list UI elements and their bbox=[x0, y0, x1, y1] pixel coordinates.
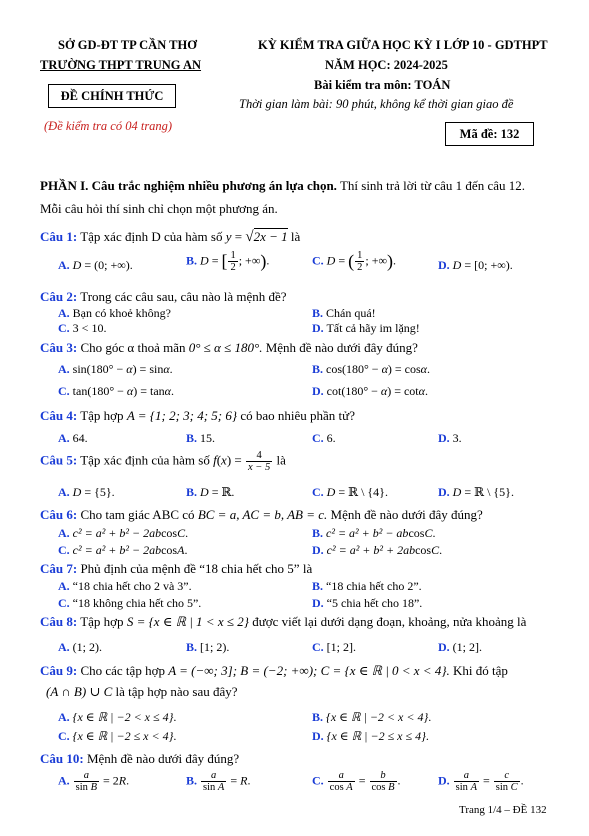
triangle-condition: BC = a, AC = b, AB = c. bbox=[197, 507, 328, 522]
page-footer: Trang 1/4 – ĐỀ 132 bbox=[459, 804, 547, 816]
q4-option-a[interactable]: A. 64. bbox=[58, 431, 88, 445]
question-text-2: được viết lại dưới dạng đoạn, khoảng, nửa khoảng là bbox=[252, 614, 527, 629]
q5-option-c[interactable]: C. D = ℝ \ {4}. bbox=[312, 485, 388, 499]
question-10 bbox=[40, 751, 239, 767]
question-4 bbox=[40, 408, 355, 424]
question-label: Câu 9: bbox=[40, 663, 78, 678]
q9-option-d[interactable]: D. {x ∈ ℝ | −2 ≤ x ≤ 4}. bbox=[312, 729, 429, 743]
question-2 bbox=[40, 289, 287, 305]
q6-option-c[interactable]: C. c² = a² + b² − 2abcosA. bbox=[58, 543, 188, 557]
question-7 bbox=[40, 561, 312, 577]
q6-option-b[interactable]: B. c² = a² + b² − abcosC. bbox=[312, 526, 436, 540]
question-label: Câu 3: bbox=[40, 340, 78, 355]
subject: Bài kiểm tra môn: TOÁN bbox=[314, 78, 451, 92]
question-text: Phủ định của mệnh đề “18 chia hết cho 5” là bbox=[80, 561, 313, 576]
q7-option-a[interactable]: A. “18 chia hết cho 2 và 3”. bbox=[58, 579, 192, 593]
q3-option-c[interactable]: C. tan(180° − α) = tanα. bbox=[58, 384, 174, 398]
q8-option-b[interactable]: B. [1; 2). bbox=[186, 640, 230, 654]
question-tail: là bbox=[290, 229, 301, 244]
q10-option-b[interactable]: B. $\frac{a}{\text{sin A}}$ = R. bbox=[186, 770, 251, 793]
question-label: Câu 8: bbox=[40, 614, 78, 629]
q3-option-b[interactable]: B. cos(180° − α) = cosα. bbox=[312, 362, 430, 376]
question-8: Câu 8: Tập hợp S = {x ∈ ℝ | 1 < x ≤ 2} được viết lại dưới dạng đoạn, khoảng, nửa khoảng là bbox=[40, 614, 527, 629]
q2-option-c[interactable]: C. 3 < 10. bbox=[58, 321, 107, 335]
q8-option-c[interactable]: C. [1; 2]. bbox=[312, 640, 356, 654]
question-9-line-2: (A ∩ B) ∪ C là tập hợp nào sau đây? bbox=[46, 684, 238, 699]
q9-option-c[interactable]: C. {x ∈ ℝ | −2 ≤ x < 4}. bbox=[58, 729, 177, 743]
question-text: Cho góc α thoả mãn bbox=[80, 340, 186, 355]
q7-option-c[interactable]: C. “18 không chia hết cho 5”. bbox=[58, 596, 202, 610]
question-1: Câu 1: Tập xác định D của hàm số y = √2x − 1 là bbox=[40, 229, 301, 245]
q4-option-d[interactable]: D. 3. bbox=[438, 431, 462, 445]
part1-instruction-2: Mỗi câu hỏi thí sinh chỉ chọn một phương án. bbox=[40, 201, 278, 216]
q10-option-d[interactable]: D. $\frac{a}{\text{sin A}}$ = $\frac{c}{\text{sin C}}$ . bbox=[438, 770, 524, 793]
official-badge: ĐỀ CHÍNH THỨC bbox=[48, 84, 176, 108]
q10-option-c[interactable]: C. $\frac{a}{\text{cos A}}$ = $\frac{b}{\text{cos B}}$ . bbox=[312, 770, 401, 793]
school-name: TRƯỜNG THPT TRUNG AN bbox=[40, 58, 202, 72]
q7-option-d[interactable]: D. “5 chia hết cho 18”. bbox=[312, 596, 423, 610]
q2-option-a[interactable]: A. Bạn có khoẻ không? bbox=[58, 306, 171, 320]
question-label: Câu 6: bbox=[40, 507, 78, 522]
q3-option-a[interactable]: A. sin(180° − α) = sinα. bbox=[58, 362, 173, 376]
q8-option-a[interactable]: A. (1; 2). bbox=[58, 640, 102, 654]
q4-option-b[interactable]: B. 15. bbox=[186, 431, 216, 445]
q10-option-a[interactable]: A. $\frac{a}{\text{sin B}}$ = 2R. bbox=[58, 770, 130, 793]
question-9: Câu 9: Cho các tập hợp A = (−∞; 3]; B = (−2; +∞); C = {x ∈ ℝ | 0 < x < 4}. Khi đó tập bbox=[40, 663, 508, 678]
question-label: Câu 4: bbox=[40, 408, 78, 423]
exam-code-badge: Mã đề: 132 bbox=[445, 122, 534, 146]
question-text: Mệnh đề nào dưới đây đúng? bbox=[86, 751, 240, 766]
q1-option-d[interactable]: D. D = [0; +∞). bbox=[438, 258, 513, 272]
q9-option-a[interactable]: A. {x ∈ ℝ | −2 < x ≤ 4}. bbox=[58, 710, 177, 724]
question-6 bbox=[40, 507, 483, 523]
question-text: Tập hợp bbox=[80, 408, 124, 423]
question-text: Trong các câu sau, câu nào là mệnh đề? bbox=[80, 289, 287, 304]
question-text: Tập hợp bbox=[80, 614, 124, 629]
question-text-2: Mệnh đề nào dưới đây đúng? bbox=[265, 340, 418, 355]
school-year: NĂM HỌC: 2024-2025 bbox=[325, 58, 448, 72]
question-text-2: Khi đó tập bbox=[453, 663, 508, 678]
question-text-2: có bao nhiêu phần tử? bbox=[240, 408, 355, 423]
question-text: Tập xác định D của hàm số bbox=[80, 229, 223, 244]
question-label: Câu 1: bbox=[40, 229, 78, 244]
q7-option-b[interactable]: B. “18 chia hết cho 2”. bbox=[312, 579, 422, 593]
question-label: Câu 10: bbox=[40, 751, 84, 766]
q6-option-a[interactable]: A. c² = a² + b² − 2abcosC. bbox=[58, 526, 189, 540]
q3-option-d[interactable]: D. cot(180° − α) = cotα. bbox=[312, 384, 428, 398]
question-label: Câu 2: bbox=[40, 289, 78, 304]
question-text: Cho các tập hợp bbox=[80, 663, 165, 678]
department-name: SỞ GD-ĐT TP CẦN THƠ bbox=[58, 38, 197, 52]
q5-option-d[interactable]: D. D = ℝ \ {5}. bbox=[438, 485, 514, 499]
q6-option-d[interactable]: D. c² = a² + b² + 2abcosC. bbox=[312, 543, 443, 557]
question-text-2: Mệnh đề nào dưới đây đúng? bbox=[330, 507, 483, 522]
pages-note: (Đề kiểm tra có 04 trang) bbox=[44, 119, 173, 133]
q1-option-a[interactable]: A. D = (0; +∞). bbox=[58, 258, 133, 272]
q9-option-b[interactable]: B. {x ∈ ℝ | −2 < x < 4}. bbox=[312, 710, 432, 724]
q5-option-b[interactable]: B. D = ℝ. bbox=[186, 485, 235, 499]
set-expression: A = {1; 2; 3; 4; 5; 6} bbox=[126, 408, 238, 423]
question-text-3: là tập hợp nào sau đây? bbox=[115, 684, 238, 699]
question-tail: là bbox=[276, 452, 286, 468]
q2-option-d[interactable]: D. Tất cả hãy im lặng! bbox=[312, 321, 420, 335]
part1-instruction: Thí sinh trả lời từ câu 1 đến câu 12. bbox=[339, 178, 525, 193]
question-label: Câu 5: bbox=[40, 452, 78, 468]
question-text: Tập xác định của hàm số bbox=[80, 452, 210, 468]
q1-option-b[interactable]: B. D = [ $\frac{1}{2}$ ; +∞). bbox=[186, 250, 270, 273]
question-label: Câu 7: bbox=[40, 561, 78, 576]
question-3: Câu 3: Cho góc α thoả mãn 0° ≤ α ≤ 180°. Mệnh đề nào dưới đây đúng? bbox=[40, 340, 418, 355]
part1-heading bbox=[40, 178, 525, 194]
question-text: Cho tam giác ABC có bbox=[80, 507, 195, 522]
q8-option-d[interactable]: D. (1; 2]. bbox=[438, 640, 482, 654]
q2-option-b[interactable]: B. Chán quá! bbox=[312, 306, 376, 320]
duration: Thời gian làm bài: 90 phút, không kể thời gian giao đề bbox=[239, 97, 514, 111]
q1-option-c[interactable]: C. D = ( $\frac{1}{2}$ ; +∞). bbox=[312, 250, 397, 273]
part1-title: PHẦN I. Câu trắc nghiệm nhiều phương án lựa chọn. bbox=[40, 178, 337, 193]
exam-title: KỲ KIỂM TRA GIỮA HỌC KỲ I LỚP 10 - GDTHPT bbox=[258, 38, 548, 52]
q5-option-a[interactable]: A. D = {5}. bbox=[58, 485, 115, 499]
q4-option-c[interactable]: C. 6. bbox=[312, 431, 336, 445]
question-5: Câu 5: Tập xác định của hàm số f(x) = $\frac{4}{x - 5}$ là bbox=[40, 450, 286, 473]
